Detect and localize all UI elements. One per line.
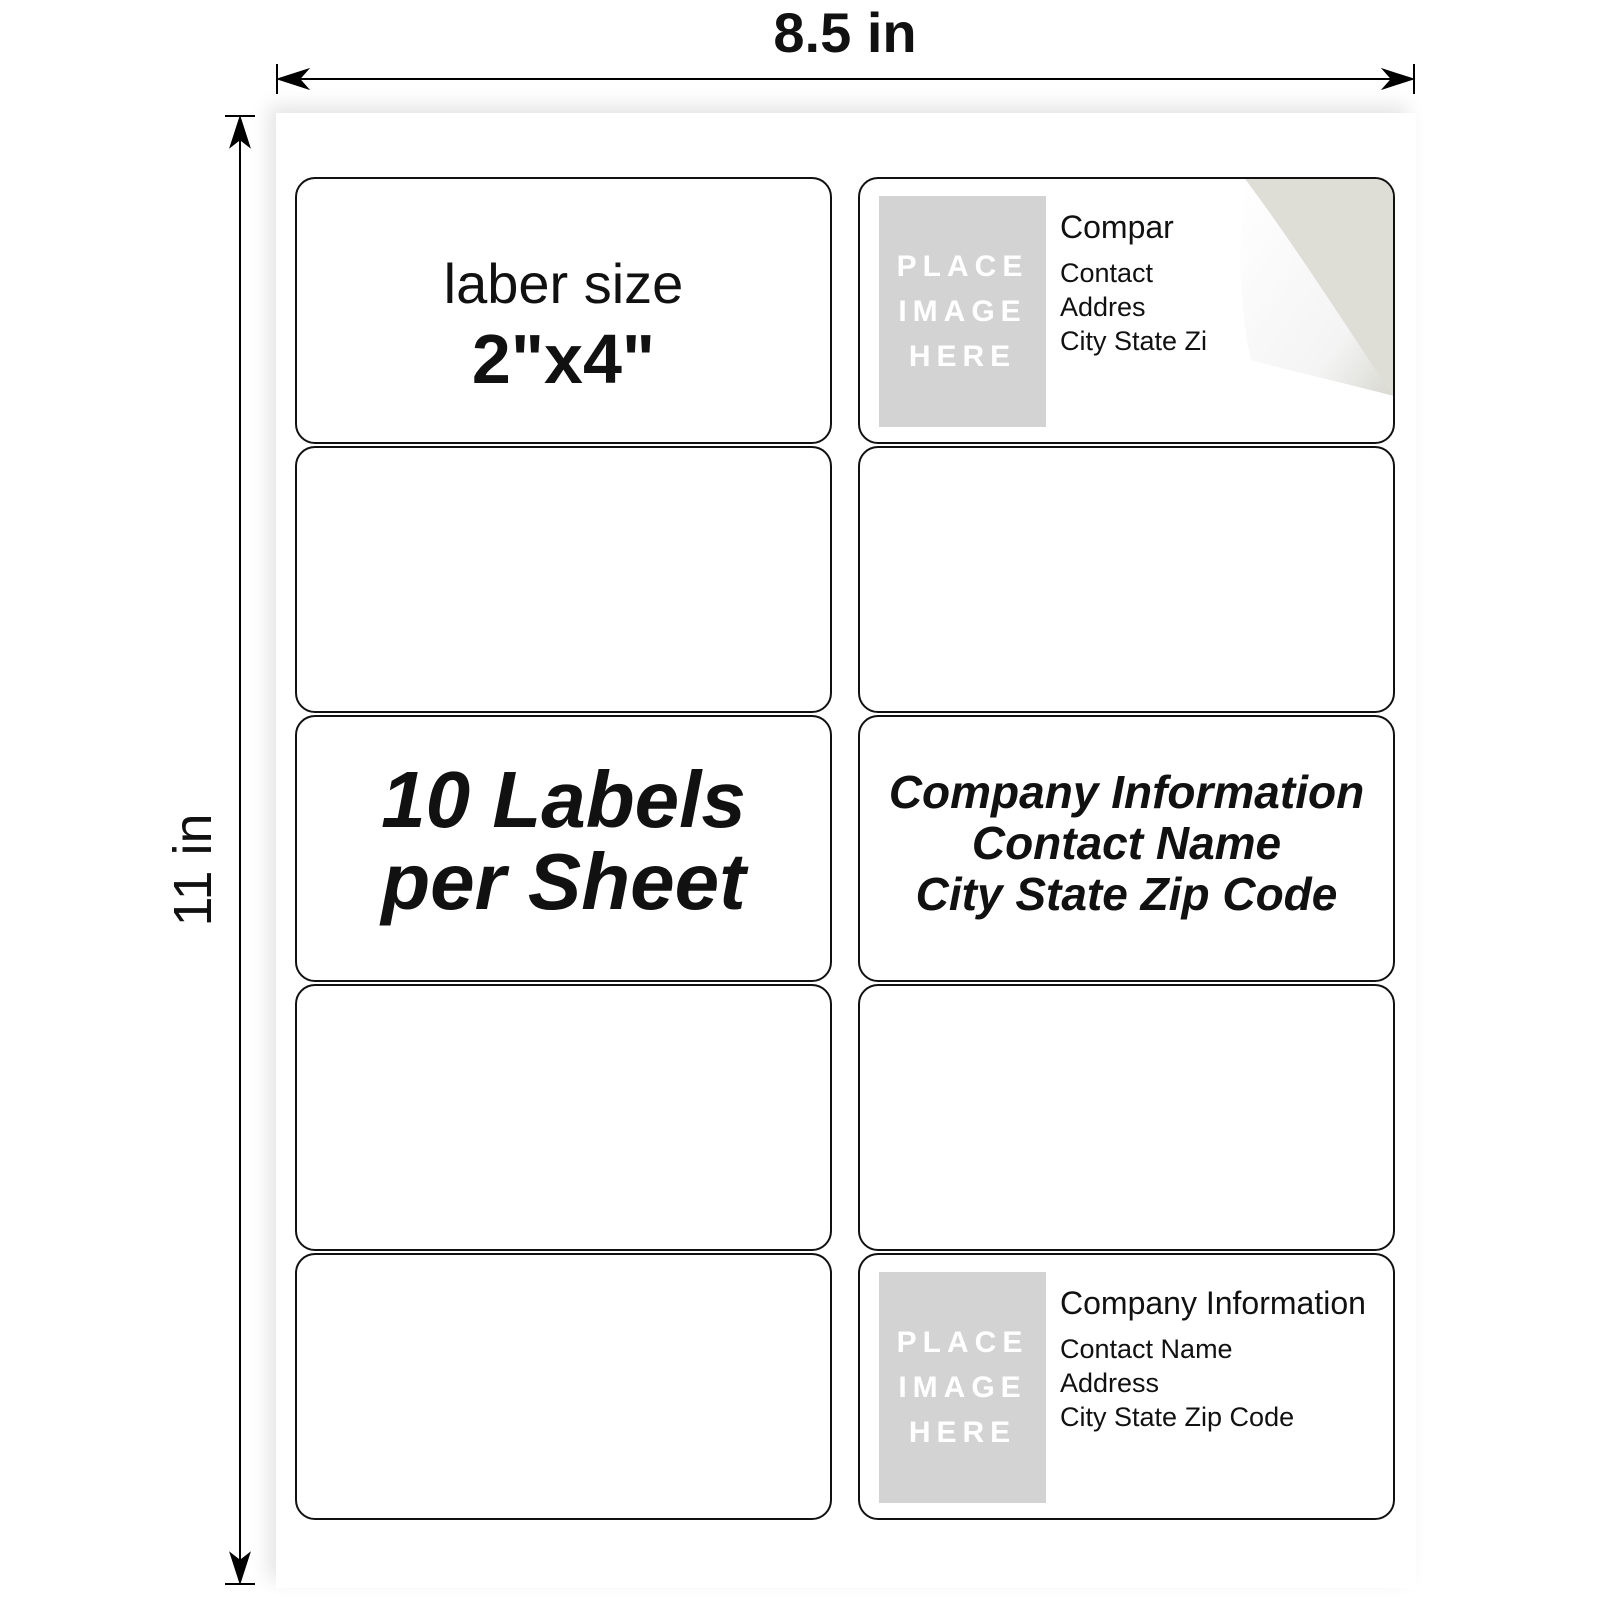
- company-line: Company Information: [888, 766, 1365, 818]
- width-arrow: [277, 64, 1414, 94]
- address-line: Contact Name: [1060, 1334, 1233, 1364]
- address-block: [1060, 209, 1207, 358]
- address-line: Compar: [1060, 209, 1174, 245]
- address-block: [1060, 1285, 1366, 1434]
- placeholder-line: HERE: [908, 340, 1017, 373]
- label-blank: [295, 984, 832, 1251]
- placeholder-line: PLACE: [896, 250, 1029, 283]
- placeholder-line: IMAGE: [898, 1371, 1027, 1404]
- company-line: City State Zip Code: [915, 868, 1338, 920]
- address-line: City State Zip Code: [1060, 1402, 1295, 1432]
- label-size: [295, 177, 832, 444]
- label-company: [858, 715, 1395, 982]
- address-line: Addres: [1060, 292, 1146, 322]
- label-blank: [295, 1253, 832, 1520]
- label-blank: [295, 446, 832, 713]
- label-blank: [858, 984, 1395, 1251]
- count-line1: 10 Labels: [381, 755, 746, 844]
- size-value: 2"x4": [471, 320, 656, 398]
- label-address-sample: [858, 1253, 1395, 1520]
- size-caption: laber size: [443, 252, 684, 315]
- address-line: Address: [1060, 1368, 1160, 1398]
- image-placeholder: [879, 1272, 1046, 1503]
- address-line: Contact: [1060, 258, 1154, 288]
- label-count: [295, 715, 832, 982]
- address-line: Company Information: [1060, 1285, 1366, 1321]
- address-line: City State Zi: [1060, 326, 1208, 356]
- height-label: 11 in: [163, 813, 223, 927]
- width-label: 8.5 in: [773, 1, 917, 64]
- placeholder-line: PLACE: [896, 1326, 1029, 1359]
- company-line: Contact Name: [971, 817, 1282, 869]
- label-blank: [858, 446, 1395, 713]
- label-peeled-sample: [858, 177, 1395, 444]
- height-arrow: [225, 116, 255, 1584]
- count-line2: per Sheet: [381, 837, 746, 926]
- placeholder-line: HERE: [908, 1416, 1017, 1449]
- placeholder-line: IMAGE: [898, 295, 1027, 328]
